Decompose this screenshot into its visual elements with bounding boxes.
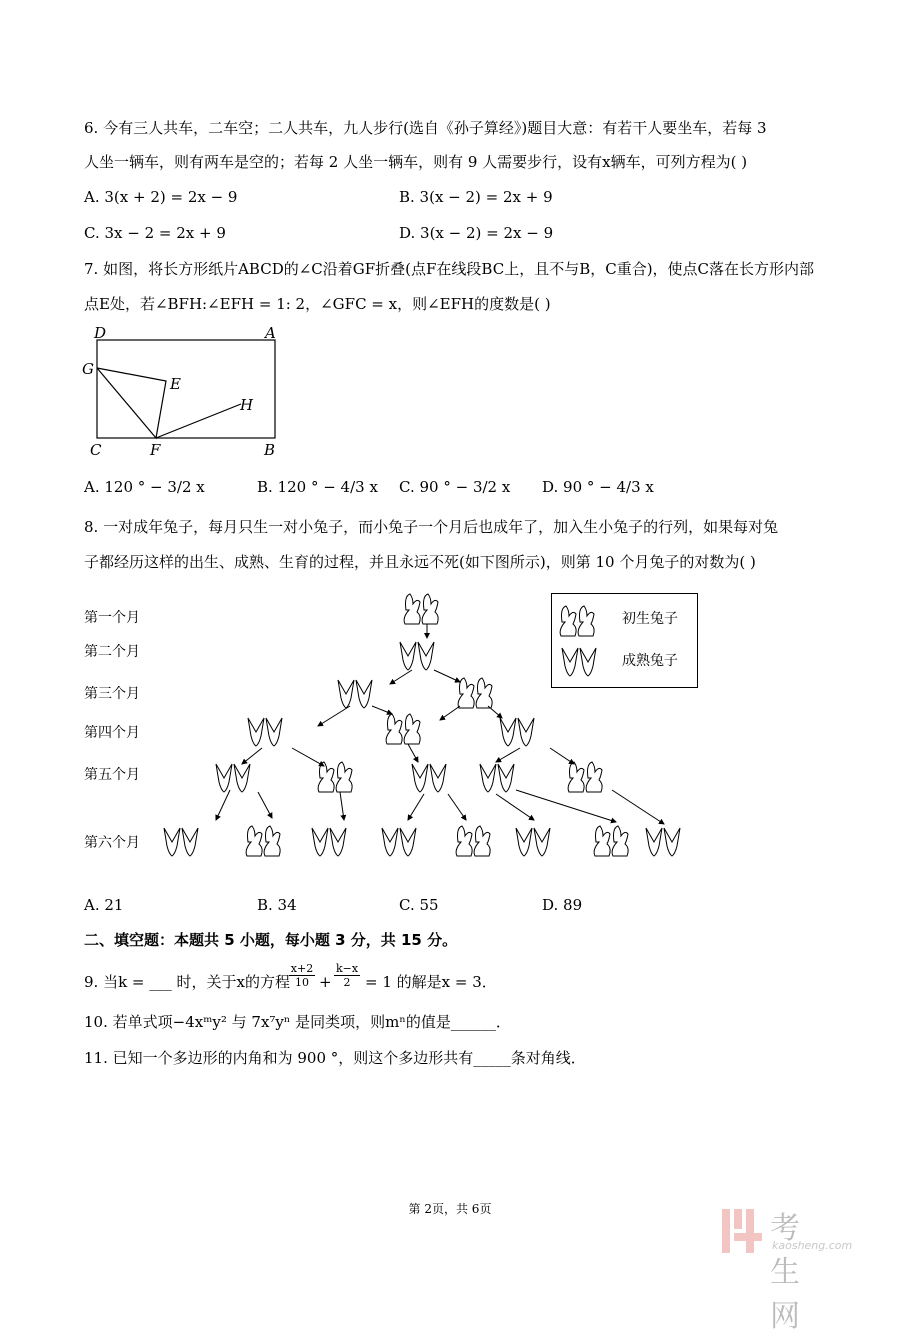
rabbit-pair-m6-4: [382, 828, 416, 856]
label-e: E: [170, 375, 181, 393]
label-g: G: [82, 360, 94, 378]
q8-option-b: B. 34: [257, 896, 297, 914]
month-label-1: 第一个月: [84, 610, 140, 626]
rabbit-pair-m5-new-b: [568, 762, 602, 792]
legend-mature-label: 成熟兔子: [622, 653, 678, 669]
legend-icons: [558, 600, 604, 680]
line-fh: [156, 404, 241, 438]
month-label-3: 第三个月: [84, 686, 140, 702]
month-label-2: 第二个月: [84, 644, 140, 660]
q8-option-a: A. 21: [84, 896, 124, 914]
watermark-url: kaosheng.com: [772, 1239, 853, 1252]
q8-option-d: D. 89: [542, 896, 583, 914]
rect-abcd: [97, 340, 275, 438]
q10-text: 10. 若单式项−4xᵐy² 与 7x⁷yⁿ 是同类项，则mⁿ的值是______．: [84, 1013, 511, 1031]
q7-rectangle-figure: [80, 322, 290, 462]
rabbit-pair-m6-5: [456, 826, 490, 856]
q6-option-b: B. 3(x − 2) = 2x + 9: [399, 188, 553, 206]
q9-frac2-num: k−x: [335, 962, 359, 975]
rabbit-pair-m4-mature-a: [248, 718, 282, 746]
q7-option-c: C. 90 ° − 3/2 x: [399, 478, 511, 496]
rabbit-pair-m4-mature-b: [500, 718, 534, 746]
q7-option-d: D. 90 ° − 4/3 x: [542, 478, 654, 496]
rabbit-pair-m5-new-a: [318, 762, 352, 792]
q9-fraction-2: [334, 962, 360, 989]
q8-line1: 8. 一对成年兔子，每月只生一对小兔子，而小兔子一个月后也成年了，加入生小兔子的行列，如果每对兔: [84, 518, 779, 536]
q8-line2: 子都经历这样的出生、成熟、生育的过程，并且永远不死(如下图所示)，则第 10 个月兔子的对数为( ): [84, 553, 756, 571]
q8-option-c: C. 55: [399, 896, 439, 914]
q6-option-d: D. 3(x − 2) = 2x − 9: [399, 224, 554, 242]
section-2-heading: 二、填空题：本题共 5 小题，每小题 3 分，共 15 分。: [84, 931, 458, 949]
label-b: B: [264, 441, 276, 459]
label-d: D: [94, 324, 107, 342]
watermark-emblem-icon: [720, 1205, 764, 1255]
rabbit-pair-m4-new: [386, 714, 420, 744]
month-label-5: 第五个月: [84, 767, 140, 783]
rabbit-pair-m3-mature: [338, 680, 372, 708]
q6-line2: 人坐一辆车，则有两车是空的；若每 2 人坐一辆车，则有 9 人需要步行，设有x辆车，可列方程为( ): [84, 153, 748, 171]
q7-line1: 7. 如图，将长方形纸片ABCD的∠C沿着GF折叠(点F在线段BC上，且不与B，C重合)，使点C落在长方形内部: [84, 260, 815, 278]
rabbit-pair-m6-2: [246, 826, 280, 856]
fold-triangle: [97, 368, 166, 438]
rabbit-pair-m2-mature: [400, 642, 434, 670]
label-c: C: [90, 441, 102, 459]
q11-text: 11. 已知一个多边形的内角和为 900 °，则这个多边形共有_____条对角线．: [84, 1049, 586, 1067]
watermark-logo: [720, 1205, 853, 1334]
q9-frac2-den: 2: [343, 976, 351, 989]
legend-new-label: 初生兔子: [622, 611, 678, 627]
watermark-brand: 考生网: [770, 1211, 802, 1334]
q9-frac1-num: x+2: [290, 962, 314, 975]
rabbit-pair-m6-6: [516, 828, 550, 856]
q7-line2: 点E处，若∠BFH:∠EFH = 1: 2，∠GFC = x，则∠EFH的度数是( ): [84, 295, 551, 313]
q6-option-c: C. 3x − 2 = 2x + 9: [84, 224, 226, 242]
month-label-4: 第四个月: [84, 725, 140, 741]
q7-option-b: B. 120 ° − 4/3 x: [257, 478, 378, 496]
label-h: H: [240, 396, 254, 414]
rabbit-pair-m5-mature-a: [216, 764, 250, 792]
q9-fraction-1: [289, 962, 315, 989]
month-label-6: 第六个月: [84, 835, 140, 851]
legend-new-icon: [560, 606, 594, 636]
q9-suffix: = 1 的解是x = 3．: [365, 973, 497, 991]
q6-option-a: A. 3(x + 2) = 2x − 9: [84, 188, 238, 206]
q9-frac1-den: 10: [295, 976, 309, 989]
label-f: F: [150, 441, 161, 459]
q9-prefix: 9. 当k = ___ 时，关于x的方程: [84, 973, 291, 991]
legend-mature-icon: [562, 648, 596, 676]
label-a: A: [265, 324, 276, 342]
q9-plus: +: [319, 973, 332, 991]
legend-box: [551, 593, 698, 688]
rabbit-pair-m1-new: [404, 594, 438, 624]
q6-line1: 6. 今有三人共车，二车空；二人共车，九人步行(选自《孙子算经》)题目大意：有若干人要坐车，若每 3: [84, 119, 767, 137]
rabbit-pair-m6-7: [594, 826, 628, 856]
rabbit-pair-m5-mature-c: [480, 764, 514, 792]
q7-option-a: A. 120 ° − 3/2 x: [84, 478, 205, 496]
rabbit-pair-m5-mature-b: [412, 764, 446, 792]
rabbit-pair-m6-3: [312, 828, 346, 856]
page-footer: 第 2页，共 6页: [408, 1202, 492, 1216]
rabbit-pair-m6-1: [164, 828, 198, 856]
rabbit-pair-m6-8: [646, 828, 680, 856]
rabbit-pair-m3-new: [458, 678, 492, 708]
